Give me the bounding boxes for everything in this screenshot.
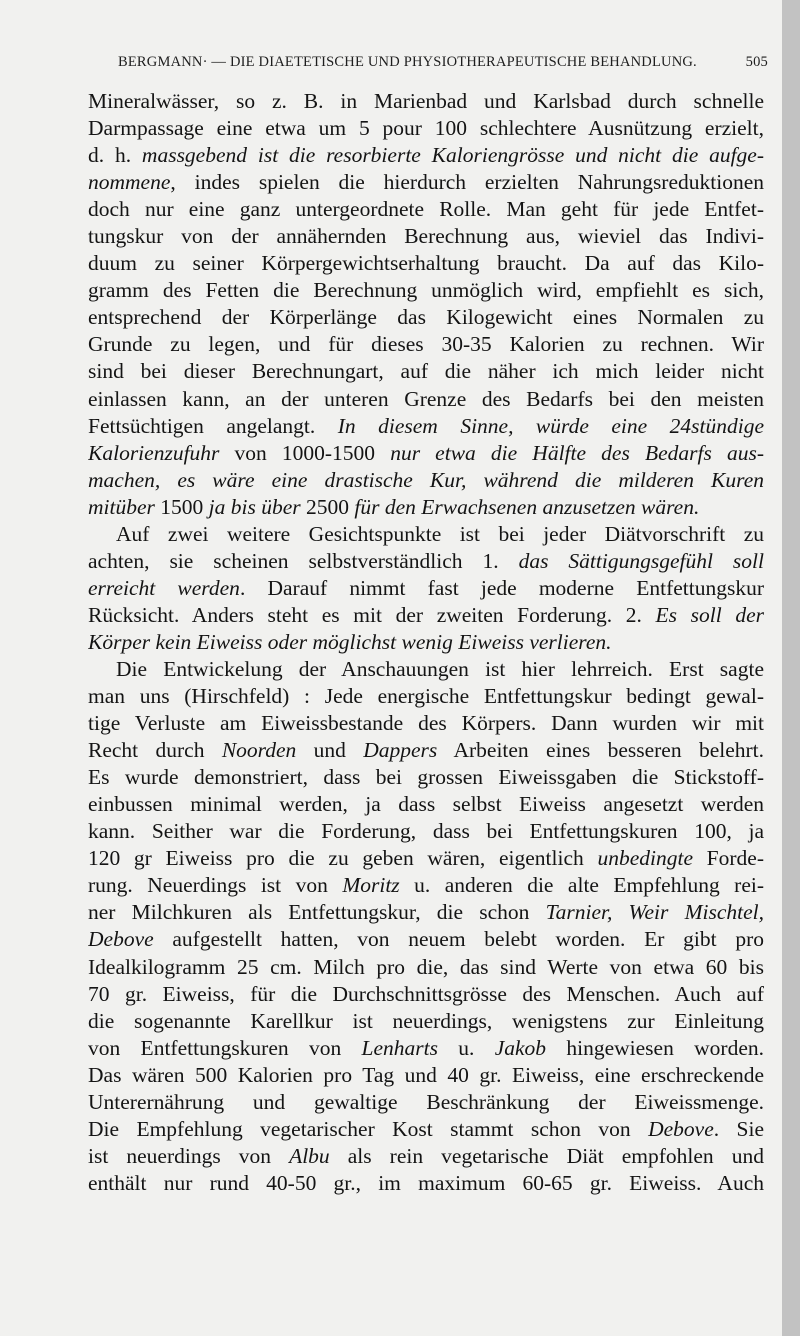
text-segment: 120 gr Eiweiss pro die zu geben wären, eigentlich [88,846,598,871]
text-line [88,1062,764,1089]
italic-text: Noorden [221,738,297,763]
text-segment: tige Verluste am Eiweissbestande des Körpers. Dann wurden wir mit [88,711,764,736]
text-segment: als rein vegetarische Diät empfohlen und [329,1143,764,1168]
text-line [88,710,764,737]
text-segment: Arbeiten eines besseren belehrt. [437,738,764,763]
text-segment: Darmpassage eine etwa um 5 pour 100 schlechtere Ausnützung erzielt, [88,116,764,141]
text-line [88,683,764,710]
italic-text: erreicht werden [88,575,240,600]
text-line [88,926,764,953]
text-segment: Es wurde demonstriert, dass bei grossen Eiweissgaben die Stickstoff- [88,765,764,790]
text-line [88,331,764,358]
italic-text: mitüber [88,494,155,519]
text-segment: Grunde zu legen, und für dieses 30-35 Kalorien zu rechnen. Wir [88,332,764,357]
text-line [88,872,764,899]
text-segment: Fettsüchtigen angelangt. [88,413,338,438]
italic-text: unbedingte [597,846,693,871]
italic-text: nommene [88,170,171,195]
text-segment: Unterernährung und gewaltige Beschränkung der Eiweissmenge. [88,1089,764,1114]
text-line [88,440,764,467]
text-line [88,277,764,304]
text-segment: sind bei dieser Berechnungart, auf die näher ich mich leider nicht [88,359,764,384]
italic-text: massgebend ist die resorbierte Kaloriengrösse und nicht die aufge- [141,143,764,168]
text-line [88,818,764,845]
text-segment: rung. Neuerdings ist von [88,873,343,898]
text-segment: hingewiesen worden. [546,1035,764,1060]
text-line [88,1116,764,1143]
text-line [88,981,764,1008]
text-segment: enthält nur rund 40-50 gr., im maximum 60-65 gr. Eiweiss. Auch [88,1170,764,1195]
text-segment: ist neuerdings von [88,1143,290,1168]
text-line [88,521,764,548]
text-segment: u. anderen die alte Empfehlung rei- [399,873,764,898]
italic-text: Tarnier, Weir Mischtel, [545,900,764,925]
text-line [88,386,764,413]
text-segment: man uns (Hirschfeld) : Jede energische Entfettungskur bedingt gewal- [88,684,764,709]
italic-text: Albu [289,1143,330,1168]
italic-text: Jakob [494,1035,547,1060]
text-line [88,169,764,196]
italic-text: Körper kein Eiweiss oder möglichst wenig Eiweiss verlieren. [88,629,612,654]
text-segment: achten, sie scheinen selbstverständlich 1. [88,548,519,573]
text-line [88,358,764,385]
page-edge-shadow [782,0,800,1336]
text-line [88,250,764,277]
text-segment: u. [437,1035,495,1060]
text-segment: Idealkilogramm 25 cm. Milch pro die, das sind Werte von etwa 60 bis [88,954,764,979]
text-line [88,791,764,818]
running-header [118,54,768,71]
text-line [88,1008,764,1035]
text-segment: gramm des Fetten die Berechnung unmöglich wird, empfiehlt es sich, [88,278,764,303]
text-segment: die sogenannte Karellkur ist neuerdings, wenigstens zur Einleitung [88,1008,764,1033]
italic-text: nur etwa die Hälfte des Bedarfs aus- [390,440,764,465]
text-segment: einbussen minimal werden, ja dass selbst Eiweiss angesetzt werden [88,792,764,817]
italic-text: Moritz [342,873,400,898]
text-segment: Die Entwickelung der Anschauungen ist hier lehrreich. Erst sagte [116,656,764,681]
text-segment: Die Empfehlung vegetarischer Kost stammt schon von [88,1116,649,1141]
text-segment: Recht durch [88,738,222,763]
text-line [88,656,764,683]
text-line [88,413,764,440]
text-segment: d. h. [88,143,142,168]
text-segment: tungskur von der annähernden Berechnung aus, wieviel das Indivi- [88,224,764,249]
text-line [88,1143,764,1170]
text-line [88,142,764,169]
text-line [88,115,764,142]
italic-text: Es soll der [655,602,764,627]
text-line [88,629,764,656]
italic-text: In diesem Sinne, würde eine 24stündige [337,413,764,438]
text-line [88,1035,764,1062]
text-line [88,1089,764,1116]
text-segment: aufgestellt hatten, von neuem belebt worden. Er gibt pro [153,927,764,952]
text-line [88,494,764,521]
text-line [88,304,764,331]
italic-text: Kalorienzufuhr [88,440,220,465]
text-segment: Rücksicht. Anders steht es mit der zweiten Forderung. 2. [88,602,656,627]
italic-text: Dappers [363,738,438,763]
running-title: BERGMANN· — DIE DIAETETISCHE UND PHYSIOTHERAPEUTISCHE BEHANDLUNG. [118,54,697,70]
italic-text: für den Erwachsenen anzusetzen wären. [354,494,700,519]
text-line [88,1170,764,1197]
text-line [88,954,764,981]
text-line [88,88,764,115]
text-line [88,845,764,872]
text-segment: 1500 [154,494,209,519]
text-segment: einlassen kann, an der unteren Grenze des Bedarfs bei den meisten [88,386,764,411]
italic-text: Debove [648,1116,714,1141]
text-segment: doch nur eine ganz untergeordnete Rolle. Man geht für jede Entfet- [88,197,764,222]
italic-text: machen, es wäre eine drastische Kur, während die milderen Kuren [88,467,764,492]
text-line [88,602,764,629]
text-line [88,899,764,926]
page-number: 505 [745,54,768,70]
text-segment: 2500 [300,494,355,519]
body-text [88,88,764,1197]
text-segment: Mineralwässer, so z. B. in Marienbad und Karlsbad durch schnelle [88,89,764,113]
text-line [88,764,764,791]
text-segment: , indes spielen die hierdurch erzielten Nahrungsreduktionen [170,170,764,195]
italic-text: Lenharts [361,1035,438,1060]
text-segment: duum zu seiner Körpergewichtserhaltung braucht. Da auf das Kilo- [88,251,764,276]
text-segment: Forde- [693,846,764,871]
italic-text: ja bis über [208,494,301,519]
text-segment: und [296,738,364,763]
text-segment: kann. Seither war die Forderung, dass bei Entfettungskuren 100, ja [88,819,764,844]
text-segment: 70 gr. Eiweiss, für die Durchschnittsgrösse des Menschen. Auch auf [88,981,764,1006]
text-line [88,737,764,764]
text-segment: Auf zwei weitere Gesichtspunkte ist bei jeder Diätvorschrift zu [116,521,764,546]
italic-text: das Sättigungsgefühl soll [518,548,764,573]
italic-text: Debove [88,927,154,952]
text-segment: von 1000-1500 [219,440,391,465]
text-line [88,196,764,223]
text-segment: von Entfettungskuren von [88,1035,362,1060]
text-line [88,575,764,602]
text-line [88,223,764,250]
text-segment: Das wären 500 Kalorien pro Tag und 40 gr. Eiweiss, eine erschreckende [88,1062,764,1087]
text-segment: ner Milchkuren als Entfettungskur, die schon [88,900,546,925]
text-segment: . Darauf nimmt fast jede moderne Entfettungskur [239,575,764,600]
text-line [88,548,764,575]
text-segment: entsprechend der Körperlänge das Kilogewicht eines Normalen zu [88,305,764,330]
text-line [88,467,764,494]
text-segment: . Sie [713,1116,764,1141]
